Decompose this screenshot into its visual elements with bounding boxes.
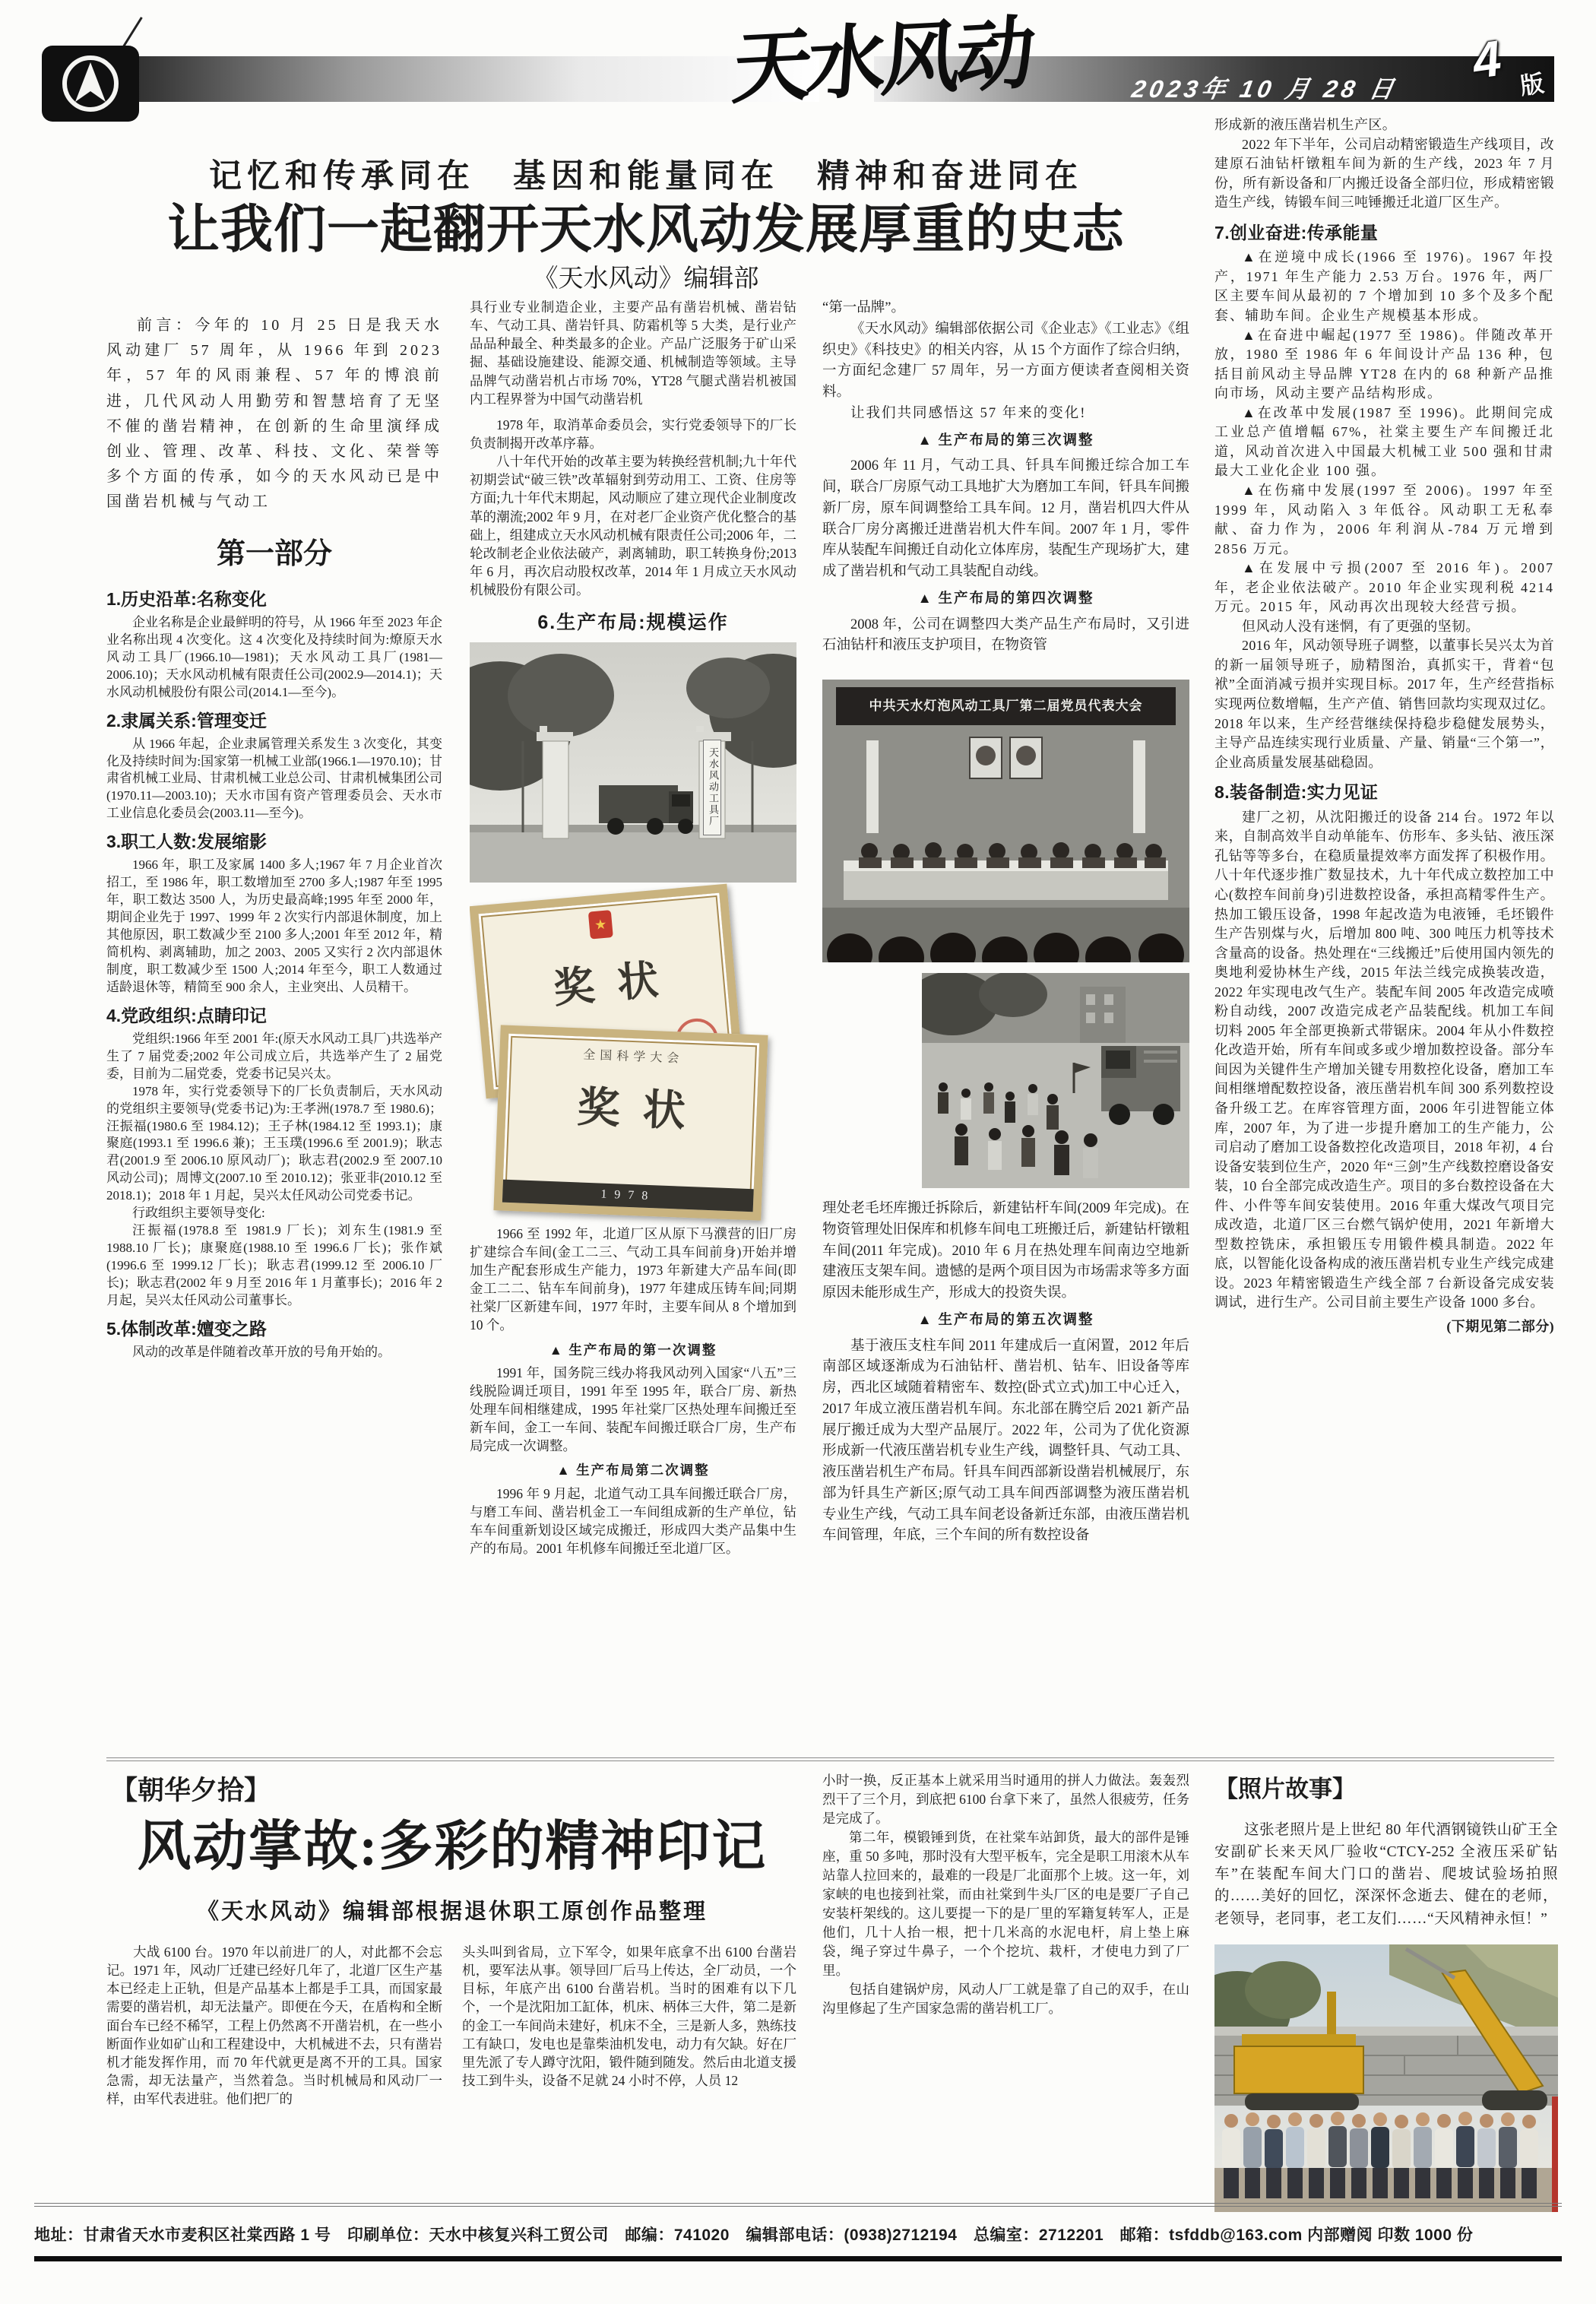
certificate-org: 全国科学大会 xyxy=(583,1048,684,1066)
paragraph: 头头叫到省局，立下军令，如果年底拿不出 6100 台凿岩机，要军法从事。领导回厂后马上传达，全厂动员，一个目标，年底产出 6100 台凿岩机。当时的困难有以下几个，一个是沈阳加工缸体，机床、柄体三大件，第二是新的金工一车间尚未建好，机床不全，三是新人多，熟练技工有缺口，发电也是靠柴油机发电，动力有欠缺。好在厂里先派了专人蹲守沈阳，锻件随到随发。然后由北道支援技工到牛头，设备不足就 24 小时不停，人员 12 xyxy=(462,1944,796,2088)
paragraph: 但风动人没有迷惘，有了更强的坚韧。 xyxy=(1242,618,1480,634)
section-8-heading: 8.装备制造:实力见证 xyxy=(1214,782,1379,803)
layout-adjust-4-heading: ▲ 生产布局的第四次调整 xyxy=(917,591,1094,607)
paragraph: 大战 6100 台。1970 年以前进厂的人，对此都不会忘记。1971 年，风动厂迁建已经好几年了，北道厂区生产基本已经走上正轨，但是产品基本上都是手工具，而国家最需要的凿岩机，却无法量产。即便在今天，在盾构和全断面台车已经不稀罕，工程上仍然离不开凿岩机，在一些小断面作业如矿山和工程建设中，大机械进不去，只有凿岩机才能发挥作用，而 70 年代就更是离不开的工具。国家急需，却无法量产，当然着急。当时机械局和风动厂一样，由军代表进驻。他们把厂的 xyxy=(106,1944,442,2107)
layout-adjust-5-heading: ▲ 生产布局的第五次调整 xyxy=(917,1312,1094,1328)
paragraph: 理处老毛坯库搬迁拆除后，新建钻杆车间(2009 年完成)。在物资管理处旧保库和机修车间电工班搬迁后，新建钻杆镦粗车间(2011 年完成)。2010 年 6 月在热处理车间南边空地新建液压支架车间。遗憾的是两个项目因为市场需求等多方面原因未能形成生产，形成大的投资失误。 xyxy=(822,1201,1189,1301)
certificate-year: 1978 xyxy=(502,1179,754,1212)
paragraph: 基于液压支柱车间 2011 年建成后一直闲置，2012 年后南部区域逐渐成为石油钻杆、凿岩机、钻车、旧设备等库房，西北区域随着精密车、数控(卧式立式)加工中心迁入，2017 年成立液压凿岩机车间。东北部在腾空后 2021 新产品展厅搬迁成为大型产品展厅。2022 年，公司为了优化资源形成新一代液压凿岩机专业生产线，调整钎具、气动工具、液压凿岩机生产布局。钎具车间西部新设凿岩机械展厅，东部为钎具生产新区;原气动工具车间西部调整为液压凿岩机专业生产线，气动工具车间老设备新迁东部，由液压凿岩机车间管理，年底，三个车间的所有数控设备 xyxy=(822,1338,1189,1544)
section-2-heading: 2.隶属关系:管理变迁 xyxy=(106,710,267,730)
photo-story-tag: 【照片故事】 xyxy=(1214,1776,1356,1802)
paragraph: 小时一换，反正基本上就采用当时通用的拼人力做法。轰轰烈烈干了三个月，到底把 6100 台拿下来了，虽然人很疲劳，任务是完成了。 xyxy=(822,1773,1189,1827)
newspaper-logo xyxy=(42,46,139,122)
paragraph: 让我们共同感悟这 57 年来的变化! xyxy=(850,405,1087,421)
certificate-2 xyxy=(493,1025,768,1220)
paragraph: 企业名称是企业最鲜明的符号，从 1966 年至 2023 年企业名称出现 4 次变化。这 4 次变化及持续时间为:燎原天水风动工具厂(1966.10—1981)；天水风动工具厂(1981—2006.10)；天水风动机械有限责任公司(2002.9—2014.1)；天水风动机械股份有限公司(2014.1—至今)。 xyxy=(106,614,442,699)
header-gradient-bar-left xyxy=(67,56,819,102)
footer-bottom-rule xyxy=(34,2256,1562,2261)
gate-sign-text: 天水风动工具厂 xyxy=(703,740,721,835)
paragraph: 建厂之初，从沈阳搬迁的设备 214 台。1972 年以来，自制高效半自动单能车、仿形车、多头钻、液压深孔钻等等多台，在稳质量提效率方面发挥了积极作用。八十年代逐步推广数显技术，九十年代成立数控加工中心(数控车间前身)引进数控设备，承担高精零件生产。热加工锻压设备，1998 年起改造为电液锤，毛坯锻件生产告别煤与火，后增加 800 吨、300 吨压力机等技术含量高的设备。热处理在“三线搬迁”后使用国内领先的奥地利爱协林生产线，2015 年法兰线完成换装改造，2022 年实现电改气生产。装配车间 2005 年改造完成喷粉自动线，2007 改造完成老产品装配线。机加工车间切料 2005 年全部更换新式带锯床。2004 年从小件数控化改造开始，所有车间或多或少增加数控设备。部分车间因为关键件生产增加关键专用数控化设备，磨加工车间相继增配数控设备，液压凿岩机车间 300 系列数控设备升级工艺。在库容管理方面，2006 年引进智能立体库，2007 年，为了进一步提升磨加工的生产能力，公司启动了磨加工设备数控化改造项目，2018 年初，4 台设备安装到位生产，2020 年“三剑”生产线数控磨设备安装，10 台全部完成改造生产。项目的多台数控设备在大件、小件等车间安装使用。2016 年重大煤改气项目完成改造，北道厂区三台燃气锅炉使用，2021 年新增大型数控铣床，承担锻压专用锻件模具制造。2022 年底，以智能化设备构成的液压凿岩机专业生产线完成建设。2023 年精密锻造生产线全部 7 台新设备完成安装调试，进行生产。公司目前主要生产设备 1000 多台。 xyxy=(1214,809,1554,1310)
paragraph: ▲在伤痛中发展(1997 至 2006)。1997 年至 1999 年，风动陷入 3 年低谷。风动职工无私奉献、奋力作为，2006 年利润从-784 万元增到 2856 万元。 xyxy=(1214,482,1554,556)
column-right xyxy=(1214,116,1554,1756)
photo-factory-gate xyxy=(470,642,796,883)
national-emblem-icon: ★ xyxy=(588,910,613,939)
layout-adjust-2-heading: ▲ 生产布局第二次调整 xyxy=(556,1463,710,1478)
paragraph: 具行业专业制造企业，主要产品有凿岩机械、凿岩钻车、气动工具、凿岩钎具、防霜机等 5 大类，是行业产品品种最全、种类最多的企业。产品广泛服务于矿山采掘、基础设施建设、能源交通、机械制造等领域。主导品牌气动凿岩机占市场 70%，YT28 气腿式凿岩机被国内工程界誉为中国气动凿岩机 xyxy=(470,299,796,407)
section-7-heading: 7.创业奋进:传承能量 xyxy=(1214,222,1379,242)
photo-award-certificates xyxy=(470,892,796,1220)
paragraph: 2022 年下半年，公司启动精密锻造生产线项目，改建原石油钻杆镦粗车间为新的生产线，2023 年 7 月份，所有新设备和厂内搬迁设备全部归位，形成精密锻造生产线，铸锻车间三吨锤搬迁北道厂区生产。 xyxy=(1214,136,1554,211)
photo-party-congress xyxy=(822,680,1189,962)
layout-adjust-3-heading: ▲ 生产布局的第三次调整 xyxy=(917,433,1094,448)
paragraph: 1978 年，取消革命委员会，实行党委领导下的厂长负责制揭开改革序幕。 xyxy=(470,417,796,451)
issue-date: 2023年 10 月 28 日 xyxy=(1129,75,1400,103)
page-number-unit: 版 xyxy=(1518,69,1546,100)
paragraph: ▲在奋进中崛起(1977 至 1986)。伴随改革开放，1980 至 1986 年 6 年间设计产品 136 种，包括目前风动主导品牌 YT28 在内的 68 种新产品推向市场，风动主要产品结构形成。 xyxy=(1214,327,1554,401)
bottom-column-a xyxy=(106,1943,442,2204)
photo-street-crowd xyxy=(922,973,1189,1188)
paragraph: 2016 年，风动领导班子调整，以董事长吴兴太为首的新一届领导班子，励精图治，真抓实干，背着“包袱”全面消减亏损并实现目标。2017 年，生产经营指标实现两位数增幅，生产产值、销售回款均实现双过亿。2018 年以来，生产经营继续保持稳步稳健发展势头，主导产品连续实现行业质量、产量、销量“三个第一”，企业高质量发展基础稳固。 xyxy=(1214,638,1554,770)
paragraph: 2006 年 11 月，气动工具、钎具车间搬迁综合加工车间，联合厂房原气动工具地扩大为磨加工车间，钎具车间搬新厂房，原车间调整给工具车间。12 月，凿岩机四大件从联合厂房分离搬迁进凿岩机大件车间。2007 年 1 月，零件库从装配车间搬迁自动化立体库房，装配生产现场扩大，建成了凿岩机和气动工具装配自动线。 xyxy=(822,458,1189,579)
layout-adjust-1-heading: ▲ 生产布局的第一次调整 xyxy=(549,1342,717,1358)
to-be-continued-note: (下期见第二部分) xyxy=(1446,1319,1554,1335)
paragraph: 行政组织主要领导变化: xyxy=(132,1206,265,1221)
paragraph: 包括自建锅炉房，风动人厂工就是靠了自己的双手，在山沟里修起了生产国家急需的凿岩机工厂。 xyxy=(822,1982,1189,2017)
certificate-title: 奖状 xyxy=(576,1084,709,1136)
paragraph: 第二年，模锻锤到货，在社棠车站卸货，最大的部件是锤座，重 50 多吨，那时没有大型平板车，完全是职工用滚木从车站靠人拉回来的，最难的一段是厂北面那个上坡。这一年，刘家峡的电也接到社棠，而由社棠到牛头厂区的电是要厂子自己安装杆架线的。这儿要提一下的是厂里的军籍复转军人，正是他们，几十人抬一根，把十几米高的水泥电杆，肩上垫上麻袋，绳子穿过牛鼻子，一个个挖坑、栽杆，才使电力到了厂里。 xyxy=(822,1830,1189,1979)
congress-banner-text: 中共天水灯泡风动工具厂第二届党员代表大会 xyxy=(869,699,1143,713)
paragraph: 《天水风动》编辑部依据公司《企业志》《工业志》《组织史》《科技史》的相关内容，从 15 个方面作了综合归纳，一方面纪念建厂 57 周年，另一方面方便读者查阅相关资料。 xyxy=(822,321,1189,400)
column-3 xyxy=(822,298,1189,1754)
photo-group-with-drill-rig xyxy=(1214,1944,1558,2212)
photo-story-box xyxy=(1214,1770,1558,2220)
paragraph: 1996 年 9 月起，北道气动工具车间搬迁联合厂房，与磨工车间、凿岩机金工一车间组成新的生产单位，钻车车间重新划设区域完成搬迁，形成四大类产品集中生产的布局。2001 年机修车间搬迁至北道厂区。 xyxy=(470,1485,796,1556)
certificate-title: 奖状 xyxy=(551,955,683,1012)
paragraph: 形成新的液压凿岩机生产区。 xyxy=(1214,117,1397,132)
masthead-title: 天水风动 xyxy=(730,10,1034,114)
section-6-heading: 6.生产布局:规模运作 xyxy=(537,612,729,634)
section-divider-line xyxy=(106,1757,1554,1761)
bottom-section-subtitle: 《天水风动》编辑部根据退休职工原创作品整理 xyxy=(196,1900,708,1924)
paragraph: 1966 至 1992 年，北道厂区从原下马濮营的旧厂房扩建综合车间(金工二三、气动工具车间前身)开始并增加生产配套形成生产能力，1973 年新建大产品车间(即金工二二、钻车车间前身)，1977 年建成压铸车间;同期社棠厂区新建车间，1977 年时，主要车间从 8 个增加到 10 个。 xyxy=(470,1225,796,1333)
column-2 xyxy=(470,298,796,1754)
footer-imprint-line: 地址：甘肃省天水市麦积区社棠西路 1 号 印刷单位：天水中核复兴科工贸公司 邮编：741020 编辑部电话：(0938)2712194 总编室：2712201 邮箱：tsfddb@163.com 内部赠阅 印数 1000 份 xyxy=(34,2226,1474,2244)
bottom-section-title: 风动掌故:多彩的精神印记 xyxy=(137,1818,768,1877)
paragraph: 1991 年，国务院三线办将我风动列入国家“八五”三线脱险调迁项目，1991 年至 1995 年，联合厂房、新热处理车间相继建成，1995 年社棠厂区热处理车间搬迁至新车间，金工一车间、装配车间搬迁联合厂房，生产布局完成一次调整。 xyxy=(470,1364,796,1454)
page-number: 4 xyxy=(1469,29,1505,90)
paragraph: 1978 年，实行党委领导下的厂长负责制后，天水风动的党组织主要领导(党委书记)为:王孝洲(1978.7 至 1980.6)；汪振福(1980.6 至 1984.12)；王子林(1984.12 至 1993.1)；康聚庭(1993.1 至 1996.6 兼)；王玉璞(1996.6 至 2001.9)；耿志君(2001.9 至 2006.10 原风动厂)；耿志君(2002.9 至 2007.10 风动公司)；周博文(2007.10 至 2010.12)；张亚非(2010.12 至 2018.1)；2018 年 1 月起，吴兴太任风动公司党委书记。 xyxy=(106,1083,442,1203)
headline-byline: 《天水风动》编辑部 xyxy=(533,265,759,293)
page-title: 让我们一起翻开天水风动发展厚重的史志 xyxy=(167,201,1125,258)
preface-paragraph: 前言：今年的 10 月 25 日是我天水风动建厂 57 周年，从 1966 年到 2023 年，57 年的风雨兼程、57 年的博浪前进，几代风动人用勤劳和智慧培育了无坚不催的凿岩精神，在创新的生命里演绎成创业、管理、改革、科技、文化、荣誉等多个方面的传承，如今的天水风动已是中国凿岩机械与气动工 xyxy=(106,317,442,511)
paragraph: 1966 年，职工及家属 1400 多人;1967 年 7 月企业首次招工，至 1986 年，职工数增加至 2700 多人;1987 年至 1995 年，职工数达 3500 人，为历史最高峰;1995 年至 2000 年，期间企业先于 1997、1999 年 2 次实行内部退休制度，加上其他原因，职工数减少至 2100 多人;2001 年至 2012 年，精简机构、剥离辅助，加之 2003、2005 又实行 2 次内部退休制度，职工数减少至 1500 人;2014 年至今，职工人数通过适龄退休等，精简至 900 余人，主业突出、人员精干。 xyxy=(106,857,442,994)
bottom-column-c xyxy=(822,1771,1189,2206)
section-4-heading: 4.党政组织:点睛印记 xyxy=(106,1005,267,1025)
column-1 xyxy=(106,298,442,1754)
part-one-title: 第一部分 xyxy=(216,537,332,570)
section-3-heading: 3.职工人数:发展缩影 xyxy=(106,832,267,852)
section-5-heading: 5.体制改革:嬗变之路 xyxy=(106,1318,267,1339)
paragraph: “第一品牌”。 xyxy=(822,300,905,315)
paragraph: 2008 年，公司在调整四大类产品生产布局时，又引进石油钻杆和液压支护项目，在物资管 xyxy=(822,616,1189,654)
paragraph: 风动的改革是伴随着改革开放的号角开始的。 xyxy=(132,1344,391,1359)
bottom-column-b xyxy=(462,1943,796,2204)
paragraph: 汪振福(1978.8 至 1981.9 厂长)；刘东生(1981.9 至 1988.10 厂长)；康聚庭(1988.10 至 1996.6 厂长)；张作斌(1996.6 至 1999.12 厂长)；耿志君(1999.12 至 2006.10 厂长)；耿志君(2002 年 9 月至 2016 年 1 月董事长)；2016 年 2 月起，吴兴太任风动公司董事长。 xyxy=(106,1223,442,1307)
paragraph: 从 1966 年起，企业隶属管理关系发生 3 次变化，其变化及持续时间为:国家第一机械工业部(1966.1—1970.10)；甘肃省机械工业局、甘肃机械工业总公司、甘肃机械集团公司(1970.11—2003.10)；天水市国有资产管理委员会、天水市工业信息化委员会(2003.11—至今)。 xyxy=(106,736,442,821)
photo-story-text: 这张老照片是上世纪 80 年代酒钢镜铁山矿王全安副矿长来天风厂验收“CTCY-252 全液压采矿钻车”在装配车间大门口的凿岩、爬坡试验场拍照的……美好的回忆，深深怀念逝去、健在的老师，老领导，老同事，老工友们……“天风精神永恒！” xyxy=(1214,1821,1558,1927)
section-1-heading: 1.历史沿革:名称变化 xyxy=(106,588,267,609)
bottom-section-tag: 【朝华夕拾】 xyxy=(111,1776,271,1805)
paragraph: 党组织:1966 年至 2001 年:(原天水风动工具厂)共选举产生了 7 届党委;2002 年公司成立后，共选举产生了 2 届党委，目前为二届党委，党委书记吴兴太。 xyxy=(106,1031,442,1081)
paragraph: 八十年代开始的改革主要为转换经营机制;九十年代初期尝试“破三铁”改革辐射到劳动用工、工资、住房等方面;九十年代末期起，风动顺应了建立现代企业制度改革的潮流;2002 年 9 月，在对老厂企业资产优化整合的基础上，组建成立天水风动机械有限责任公司;2006 年，二轮改制老企业依法破产，剥离辅助，职工转换身份;2013 年 6 月，再次启动股权改革，2014 年 1 月成立天水风动机械股份有限公司。 xyxy=(470,454,796,598)
footer-top-rule xyxy=(34,2203,1562,2207)
headline-kicker: 记忆和传承同在 基因和能量同在 精神和奋进同在 xyxy=(209,159,1083,195)
paragraph: ▲在发展中亏损(2007 至 2016 年)。2007 年，老企业依法破产。2010 年企业实现利税 4214 万元。2015 年，风动再次出现较大经营亏损。 xyxy=(1214,560,1554,615)
paragraph: ▲在改革中发展(1987 至 1996)。此期间完成工业总产值增幅 67%，社棠主要生产车间搬迁北道，风动首次进入中国最大机械工业 500 强和甘肃最大工业化企业 100 强。 xyxy=(1214,404,1554,479)
paragraph: ▲在逆境中成长(1966 至 1976)。1967 年投产，1971 年生产能力 2.53 万台。1976 年，两厂区主要车间从最初的 7 个增加到 10 多个及多个配套、辅助车间。企业生产规模基本形成。 xyxy=(1214,249,1554,324)
